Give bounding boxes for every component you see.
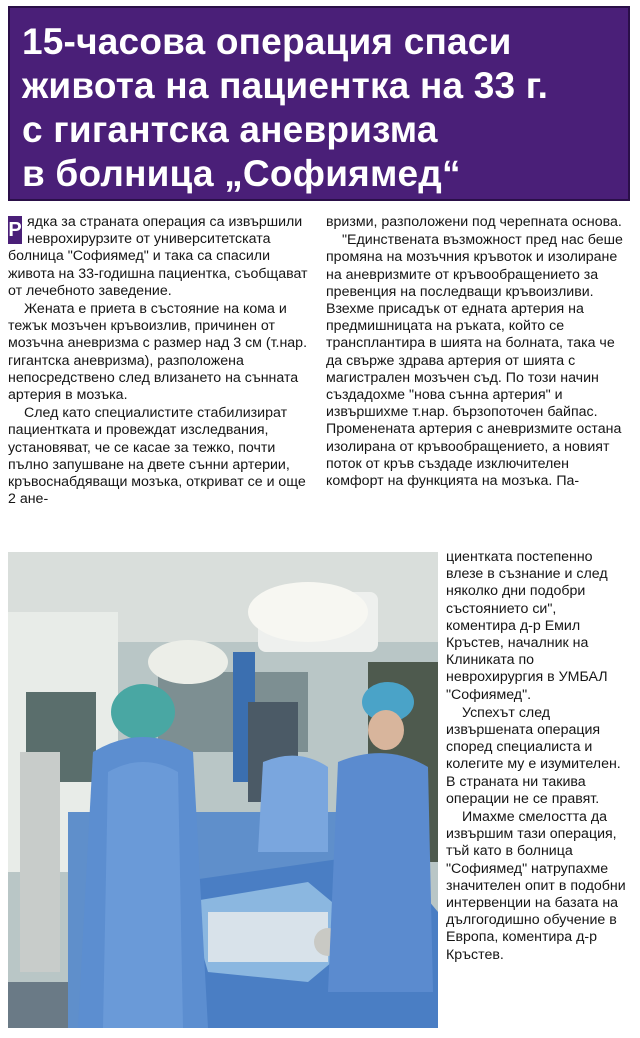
body-paragraph: Успехът след извършената операция според специалиста и колегите му е изумителен. В страната ни такива операции не се правят.	[446, 704, 621, 807]
body-paragraph: След като специалистите стабилизират пациентката и провеждат изследвания, установяват, че се касае за тежко, почти пълно запушване на двете сънни артерии, кръвоснабдяващи мозъка, откриват се и още 2 ане-	[8, 405, 306, 508]
surgery-photo-illustration	[8, 552, 438, 1028]
body-paragraph: циентката постепенно влезе в съзнание и след няколко дни подобри състоянието си", коментира д-р Емил Кръстев, началник на Клиниката по неврохирургия в УМБАЛ "Софиямед".	[446, 549, 608, 703]
body-paragraph: Жената е приета в състояние на кома и тежък мозъчен кръвоизлив, причинен от мозъчна аневризма с размер над 3 см (т.нар. гигантска аневризма), разположена непосредствено след влизането на сънната артерия в мозъка.	[8, 301, 308, 404]
headline-line-3: с гигантска аневризма	[22, 109, 438, 150]
quote-paragraph: "Единствената възможност пред нас беше промяна на мозъчния кръвоток и изолиране на аневризмите от кръвообращението за превенция на последващи кръвоизливи. Взехме присадък от едната артерия на предмишницата на ръката, който се трансплантира в шията на болната, така че да свърже здрава артерия от шията с магистрален мозъчен съд. По този начин създадохме "нова сънна артерия" и извършихме т.нар. бързопоточен байпас. Променената артерия с аневризмите остана изолирана от кръвообращението, а новият поток от кръв създаде изключителен комфорт на функцията на мозъка. Па-	[326, 232, 623, 490]
surgery-photo	[8, 552, 438, 1028]
headline-line-2: живота на пациентка на 33 г.	[22, 65, 549, 106]
article-column-right-top	[326, 214, 626, 491]
headline-line-1: 15-часова операция спаси	[22, 21, 512, 62]
lead-paragraph-text: ядка за страната операция са извършили неврохирурзите от университетската болница "Софиямед" и така са спасили живота на 33-годишна пациентка, съобщават от лечебното заведение.	[8, 214, 308, 299]
headline-line-4: в болница „Софиямед“	[22, 153, 461, 194]
article-column-left	[8, 214, 314, 509]
body-paragraph: Имахме смелостта да извършим тази операция, тъй като в болница "Софиямед" натрупахме значителен опит в подобни интервенции на базата на дългогодишно обучение в Европа, коментира д-р Кръстев.	[446, 809, 626, 963]
body-paragraph: вризми, разположени под черепната основа.	[326, 214, 622, 230]
lead-paragraph	[8, 214, 314, 300]
headline-banner	[8, 6, 630, 201]
dropcap: Р	[8, 216, 22, 244]
article-column-right-bottom	[446, 549, 628, 965]
